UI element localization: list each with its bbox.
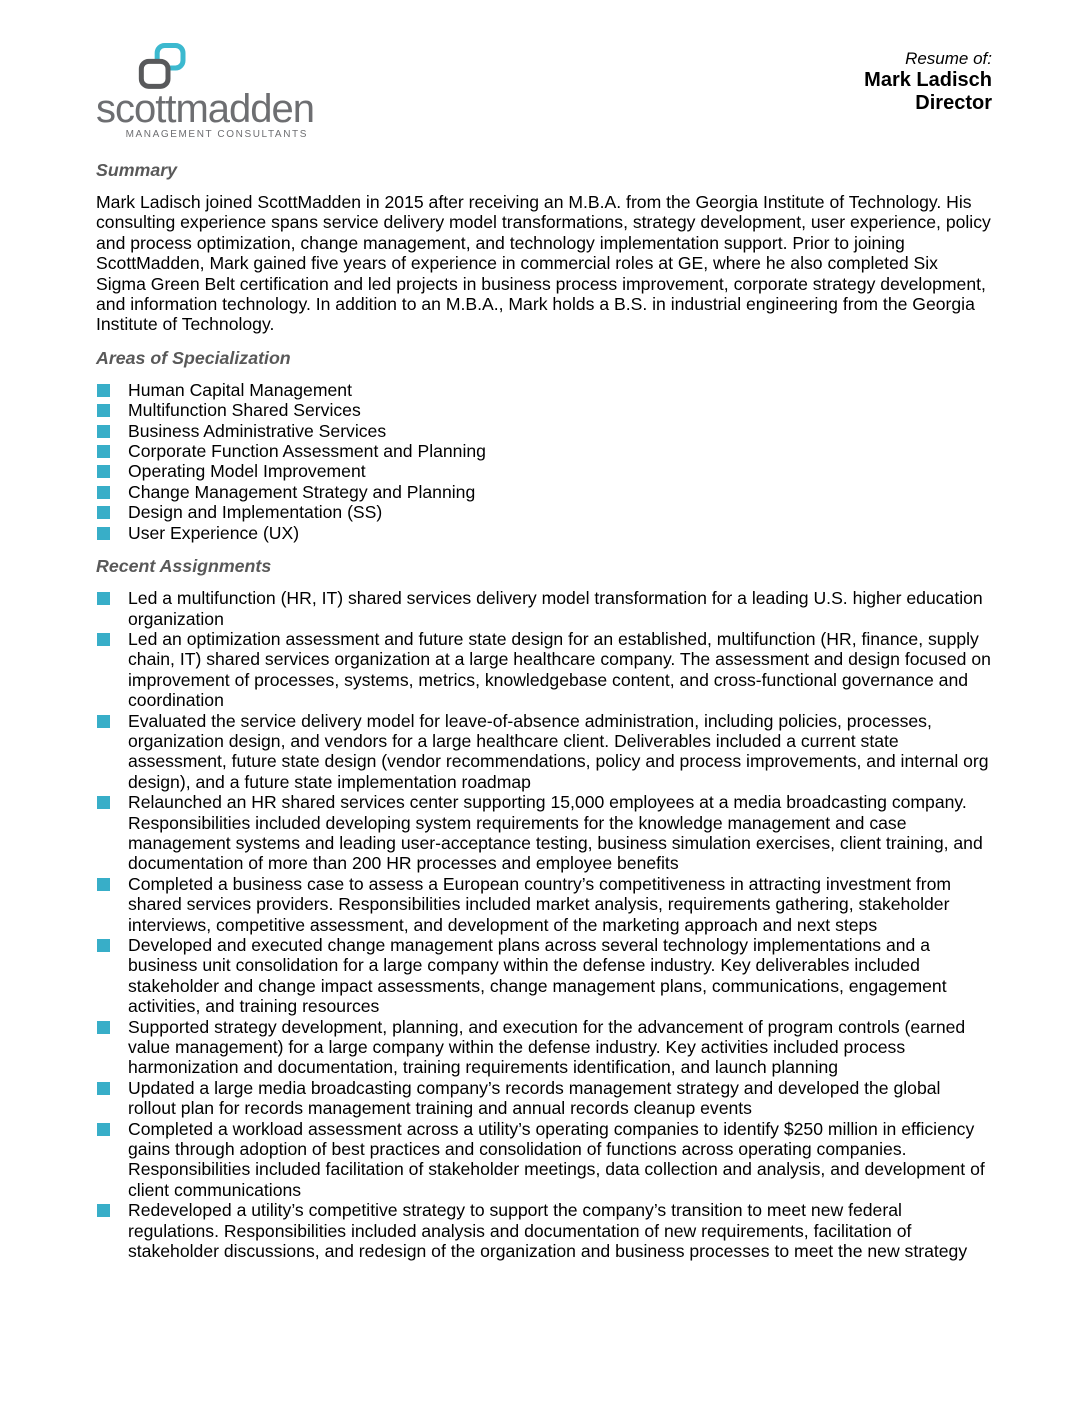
bullet-square-icon — [97, 425, 110, 438]
bullet-square-icon — [97, 1123, 110, 1136]
list-item — [96, 629, 992, 711]
list-item — [96, 523, 992, 543]
bullet-square-icon — [97, 445, 110, 458]
list-item-text: Supported strategy development, planning, and execution for the advancement of program controls (earned value management) for a large company within the defense industry. Key activities included process harmonization and documentation, training requirements identification, and launch planning — [128, 1016, 966, 1078]
resume-of-label: Resume of: — [905, 49, 992, 68]
bullet-square-icon — [97, 486, 110, 499]
list-item-text: User Experience (UX) — [128, 522, 300, 543]
list-item — [96, 400, 992, 420]
list-item — [96, 441, 992, 461]
logo-tagline: MANAGEMENT CONSULTANTS — [125, 129, 308, 140]
list-item-text: Corporate Function Assessment and Planning — [128, 441, 486, 462]
list-item-text: Relaunched an HR shared services center supporting 15,000 employees at a media broadcasting company. Responsibilities included developing system requirements for the knowledge management and case management systems and leading user-acceptance testing, business simulation exercises, client training, and documentation of more than 200 HR processes and employee benefits — [128, 792, 983, 874]
bullet-square-icon — [97, 633, 110, 646]
logo-wordmark: scottmadden — [96, 87, 315, 131]
bullet-square-icon — [97, 1021, 110, 1034]
specialization-heading: Areas of Specialization — [96, 347, 291, 368]
list-item-text: Developed and executed change management plans across several technology implementations and a business unit consolidation for a large company within the defense industry. Key deliverables included stakeholder and change impact assessments, change management plans, communications, engagement activities, and training resources — [128, 935, 947, 1017]
list-item — [96, 482, 992, 502]
list-item-text: Completed a business case to assess a European country’s competitiveness in attracting investment from shared services providers. Responsibilities included market analysis, requirements gathering, stakeholder interviews, competitive assessment, and development of the marketing approach and next steps — [128, 873, 952, 935]
list-item-text: Operating Model Improvement — [128, 461, 366, 482]
bullet-square-icon — [97, 939, 110, 952]
scottmadden-logo — [96, 42, 356, 140]
list-item — [96, 380, 992, 400]
list-item-text: Evaluated the service delivery model for leave-of-absence administration, including policies, processes, organization design, and vendors for a large healthcare client. Deliverables included a current state assessment, future state design (vendor recommendations, policy and process improvements, and internal org design), and a future state implementation roadmap — [128, 710, 989, 792]
bullet-square-icon — [97, 527, 110, 540]
list-item — [96, 792, 992, 874]
list-item-text: Multifunction Shared Services — [128, 400, 361, 421]
list-item — [96, 935, 992, 1017]
bullet-square-icon — [97, 384, 110, 397]
list-item — [96, 711, 992, 793]
bullet-square-icon — [97, 465, 110, 478]
list-item — [96, 1200, 992, 1261]
list-item — [96, 874, 992, 935]
list-item-text: Human Capital Management — [128, 379, 352, 400]
list-item — [96, 1078, 992, 1119]
page-header — [96, 42, 992, 144]
bullet-square-icon — [97, 506, 110, 519]
resume-of-block — [864, 42, 992, 115]
bullet-square-icon — [97, 1082, 110, 1095]
list-item-text: Led an optimization assessment and future state design for an established, multifunction (HR, finance, supply chain, IT) shared services organization at a large healthcare company. The assessment and design focused on improvement of processes, systems, metrics, knowledgebase content, and cross-functional governance and coordination — [128, 628, 991, 711]
summary-paragraph: Mark Ladisch joined ScottMadden in 2015 after receiving an M.B.A. from the Georgia Institute of Technology. His consulting experience spans service delivery model transformations, strategy development, user experience, policy and process optimization, change management, and technology implementation support. Prior to joining ScottMadden, Mark gained five years of experience in commercial roles at GE, where he also completed Six Sigma Green Belt certification and led projects in business process improvement, corporate strategy development, and information technology. In addition to an M.B.A., Mark holds a B.S. in industrial engineering from the Georgia Institute of Technology. — [96, 192, 991, 335]
assignments-heading: Recent Assignments — [96, 556, 272, 577]
bullet-square-icon — [97, 592, 110, 605]
list-item-text: Design and Implementation (SS) — [128, 502, 383, 523]
person-title: Director — [915, 92, 992, 114]
list-item — [96, 421, 992, 441]
list-item — [96, 1017, 992, 1078]
list-item-text: Led a multifunction (HR, IT) shared services delivery model transformation for a leading U.S. higher education organization — [128, 588, 983, 629]
list-item-text: Redeveloped a utility’s competitive strategy to support the company’s transition to meet new federal regulations. Responsibilities included analysis and documentation of new requirements, facilitation of stakeholder discussions, and redesign of the organization and business processes to meet the new strategy — [128, 1200, 968, 1262]
summary-heading: Summary — [96, 160, 178, 180]
specialization-list — [96, 380, 992, 543]
list-item — [96, 1119, 992, 1201]
bullet-square-icon — [97, 715, 110, 728]
bullet-square-icon — [97, 1204, 110, 1217]
list-item — [96, 588, 992, 629]
person-name: Mark Ladisch — [864, 69, 992, 91]
list-item — [96, 502, 992, 522]
list-item-text: Updated a large media broadcasting company’s records management strategy and developed the global rollout plan for records management training and annual records cleanup events — [128, 1077, 941, 1119]
bullet-square-icon — [97, 878, 110, 891]
list-item-text: Change Management Strategy and Planning — [128, 481, 476, 502]
list-item-text: Completed a workload assessment across a utility’s operating companies to identify $250 million in efficiency gains through adoption of best practices and consolidation of functions across operating companies. Responsibilities included facilitation of stakeholder meetings, data collection and analysis, and development of client communications — [128, 1118, 985, 1200]
bullet-square-icon — [97, 404, 110, 417]
list-item-text: Business Administrative Services — [128, 420, 387, 441]
assignments-list — [96, 588, 992, 1261]
bullet-square-icon — [97, 796, 110, 809]
list-item — [96, 461, 992, 481]
